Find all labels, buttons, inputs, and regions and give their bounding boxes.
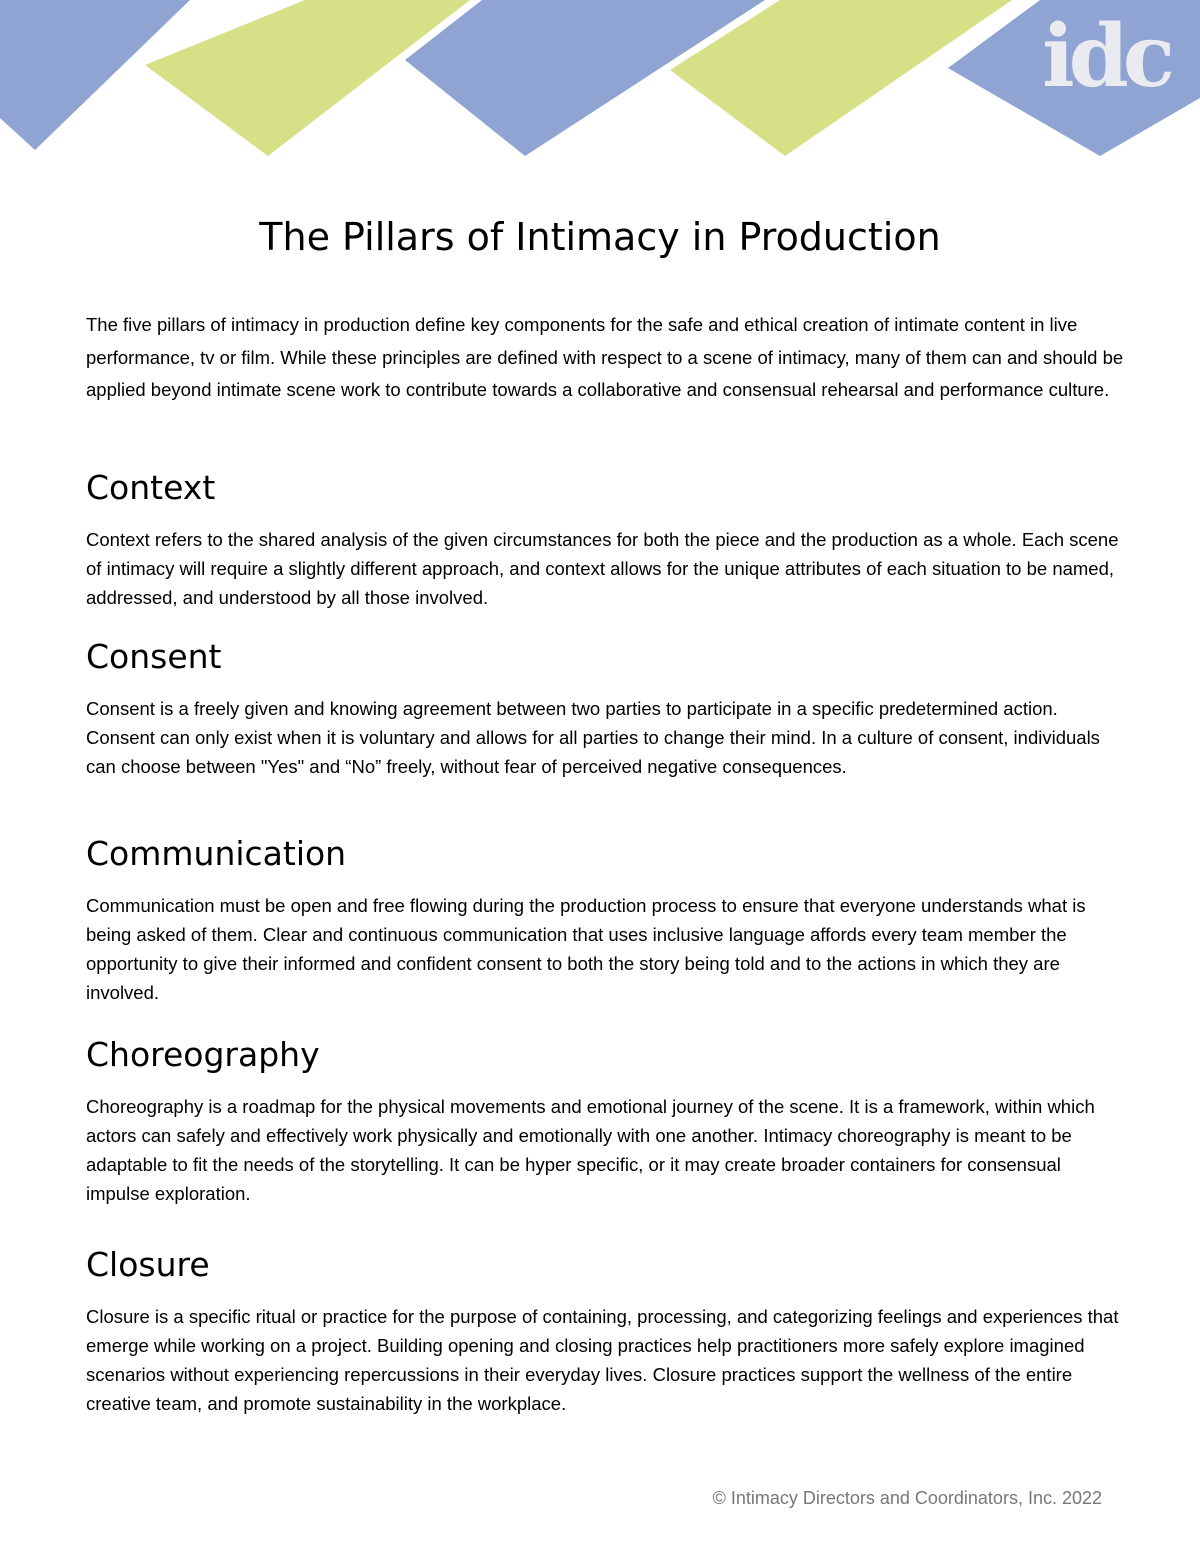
section-body: Consent is a freely given and knowing agreement between two parties to participate in a specific predetermined action. Consent can only exist when it is voluntary and allows for all parties to change their mind. In a culture of consent, individuals can choose between "Yes" and “No” freely, without fear of perceived negative consequences. [86,698,1100,777]
section-heading: Communication [86,834,347,873]
section-choreography [86,1032,1126,1208]
section-heading: Choreography [86,1035,320,1074]
section-communication [86,831,1126,1007]
idc-logo: idc [1042,6,1170,107]
intro-paragraph: The five pillars of intimacy in production define key components for the safe and ethical creation of intimate content in live performance, tv or film. While these principles are defined with respect to a scene of intimacy, many of them can and should be applied beyond intimate scene work to contribute towards a collaborative and consensual rehearsal and performance culture. [86,314,1124,401]
section-heading: Context [86,468,216,507]
section-heading: Closure [86,1245,210,1284]
page-title: The Pillars of Intimacy in Production [259,215,941,259]
copyright-footer: © Intimacy Directors and Coordinators, Inc. 2022 [712,1488,1102,1508]
section-body: Context refers to the shared analysis of the given circumstances for both the piece and the production as a whole. Each scene of intimacy will require a slightly different approach, and context allows for the unique attributes of each situation to be named, addressed, and understood by all those involved. [86,529,1119,608]
section-body: Closure is a specific ritual or practice for the purpose of containing, processing, and categorizing feelings and experiences that emerge while working on a project. Building opening and closing practices help practitioners more safely explore imagined scenarios without experiencing repercussions in their everyday lives. Closure practices support the wellness of the entire creative team, and promote sustainability in the workplace. [86,1306,1119,1414]
banner-green-stripe [145,0,470,156]
section-consent [86,634,1126,781]
header-banner [0,0,1200,170]
section-body: Communication must be open and free flowing during the production process to ensure that everyone understands what is being asked of them. Clear and continuous communication that uses inclusive language affords every team member the opportunity to give their informed and confident consent to both the story being told and to the actions in which they are involved. [86,895,1086,1003]
section-context [86,465,1126,612]
section-heading: Consent [86,637,222,676]
section-body: Choreography is a roadmap for the physical movements and emotional journey of the scene. It is a framework, within which actors can safely and effectively work physically and emotionally with one another. Intimacy choreography is meant to be adaptable to fit the needs of the storytelling. It can be hyper specific, or it may create broader containers for consensual impulse exploration. [86,1096,1095,1204]
section-closure [86,1242,1126,1418]
